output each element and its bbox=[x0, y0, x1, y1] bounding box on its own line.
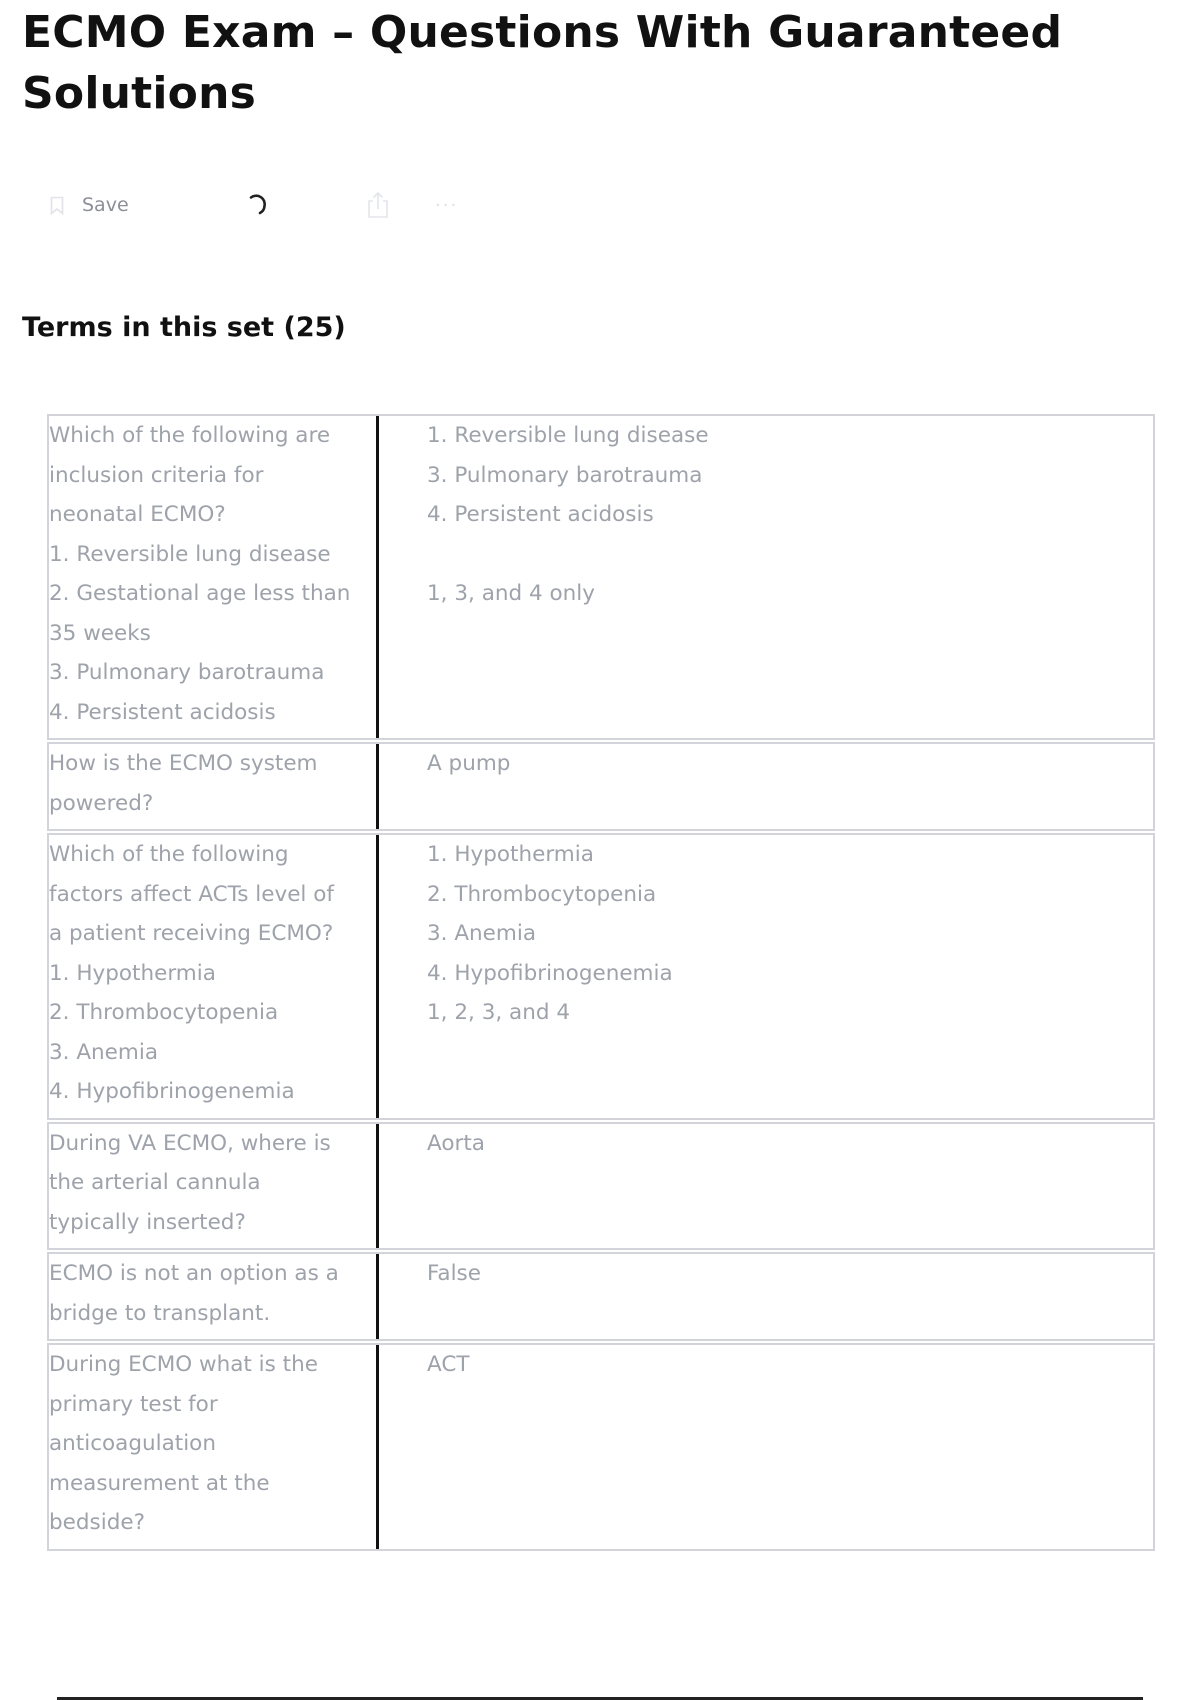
answer-line: 1. Reversible lung disease bbox=[427, 423, 709, 448]
answer-line: 4. Persistent acidosis bbox=[427, 502, 654, 527]
more-icon: ··· bbox=[435, 194, 459, 216]
term-question bbox=[49, 1345, 379, 1549]
page-title: ECMO Exam – Questions With Guaranteed Solutions bbox=[22, 7, 1063, 119]
term-question bbox=[49, 416, 379, 738]
term-row bbox=[47, 1343, 1155, 1551]
answer-line: 3. Pulmonary barotrauma bbox=[427, 462, 703, 488]
term-answer bbox=[379, 744, 1153, 829]
question-line: ECMO is not an option as a bbox=[49, 1261, 339, 1286]
question-line: How is the ECMO system bbox=[49, 751, 318, 776]
save-button[interactable] bbox=[50, 188, 129, 222]
question-line: 1. Reversible lung disease bbox=[49, 541, 331, 567]
question-line: 35 weeks bbox=[49, 620, 151, 646]
term-answer bbox=[379, 1254, 1153, 1339]
answer-spacer bbox=[427, 535, 1153, 575]
question-line: bedside? bbox=[49, 1510, 145, 1535]
term-row bbox=[47, 1252, 1155, 1341]
answer-line: 1, 2, 3, and 4 bbox=[427, 1000, 571, 1025]
question-line: 3. Anemia bbox=[49, 1039, 159, 1065]
answer-line: 3. Anemia bbox=[427, 921, 537, 946]
loading-spinner-icon bbox=[242, 188, 272, 222]
question-line: During ECMO what is the bbox=[49, 1352, 318, 1377]
toolbar bbox=[50, 188, 510, 222]
question-line: inclusion criteria for bbox=[49, 462, 264, 488]
term-answer bbox=[379, 1124, 1153, 1249]
term-answer bbox=[379, 835, 1153, 1118]
question-line: the arterial cannula bbox=[49, 1170, 261, 1195]
term-row bbox=[47, 742, 1155, 831]
question-line: powered? bbox=[49, 790, 154, 816]
question-line: During VA ECMO, where is bbox=[49, 1130, 331, 1156]
share-button[interactable] bbox=[365, 188, 391, 222]
question-line: factors affect ACTs level of bbox=[49, 881, 334, 907]
question-line: primary test for bbox=[49, 1391, 218, 1417]
question-line: typically inserted? bbox=[49, 1209, 246, 1235]
question-line: bridge to transplant. bbox=[49, 1300, 271, 1326]
term-answer bbox=[379, 1345, 1153, 1549]
question-line: measurement at the bbox=[49, 1470, 270, 1496]
term-question bbox=[49, 1124, 379, 1249]
question-line: 2. Thrombocytopenia bbox=[49, 1000, 279, 1025]
terms-heading: Terms in this set (25) bbox=[22, 312, 346, 343]
question-line: 4. Hypofibrinogenemia bbox=[49, 1079, 295, 1104]
term-row bbox=[47, 1122, 1155, 1251]
bookmark-icon bbox=[50, 196, 64, 215]
answer-line: ACT bbox=[427, 1352, 470, 1377]
question-line: 1. Hypothermia bbox=[49, 960, 216, 986]
save-label: Save bbox=[82, 194, 129, 216]
question-line: a patient receiving ECMO? bbox=[49, 921, 334, 946]
more-button[interactable] bbox=[435, 188, 458, 222]
question-line: anticoagulation bbox=[49, 1431, 216, 1456]
question-line: Which of the following bbox=[49, 842, 289, 867]
terms-table bbox=[47, 414, 1155, 1553]
term-row bbox=[47, 833, 1155, 1120]
term-question bbox=[49, 744, 379, 829]
term-question bbox=[49, 835, 379, 1118]
term-question bbox=[49, 1254, 379, 1339]
question-line: 2. Gestational age less than bbox=[49, 581, 351, 606]
share-icon bbox=[365, 190, 391, 220]
answer-line: 1, 3, and 4 only bbox=[427, 581, 595, 606]
question-line: 4. Persistent acidosis bbox=[49, 699, 276, 725]
answer-line: 1. Hypothermia bbox=[427, 842, 594, 867]
question-line: Which of the following are bbox=[49, 423, 331, 448]
question-line: neonatal ECMO? bbox=[49, 502, 226, 527]
question-line: 3. Pulmonary barotrauma bbox=[49, 660, 325, 685]
answer-line: False bbox=[427, 1261, 481, 1286]
answer-line: 4. Hypofibrinogenemia bbox=[427, 960, 673, 986]
term-row bbox=[47, 414, 1155, 740]
term-answer bbox=[379, 416, 1153, 738]
answer-line: A pump bbox=[427, 751, 511, 776]
answer-line: 2. Thrombocytopenia bbox=[427, 881, 657, 907]
answer-line: Aorta bbox=[427, 1130, 485, 1156]
